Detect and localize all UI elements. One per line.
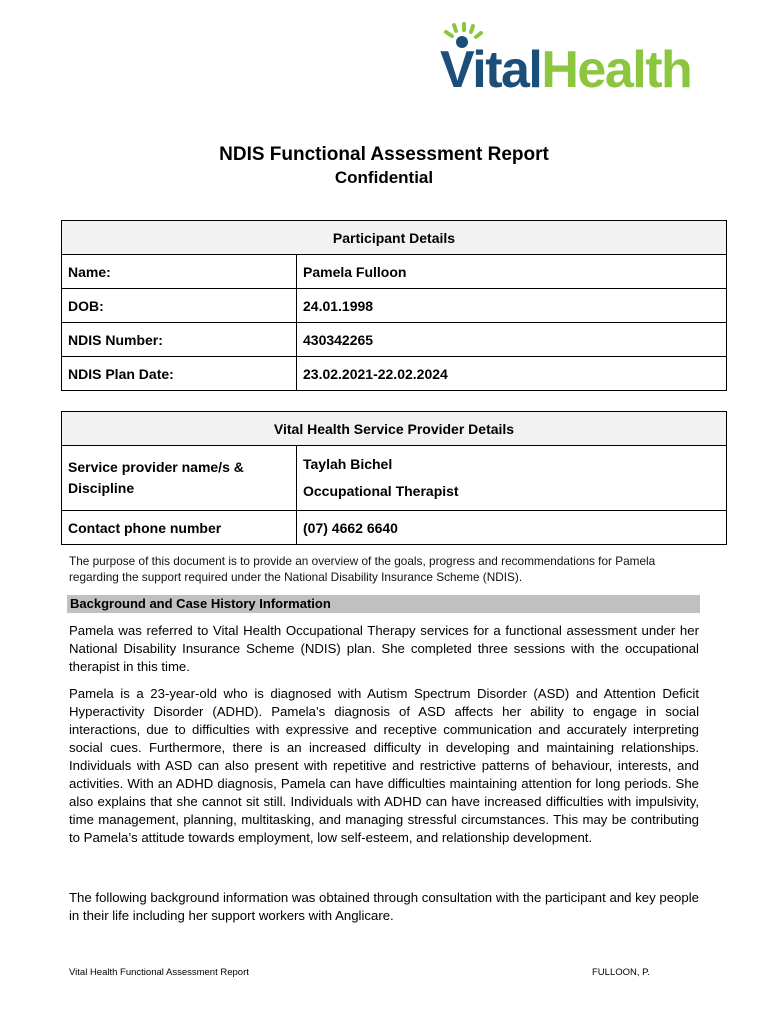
- table-row: [62, 323, 727, 357]
- provider-details-heading: Vital Health Service Provider Details: [62, 412, 727, 446]
- body-paragraph-2: Pamela is a 23-year-old who is diagnosed with Autism Spectrum Disorder (ASD) and Attention Deficit Hyperactivity Disorder (ADHD). Pamela’s diagnosis of ASD affects her ability to engage in social interactions, due to difficulties with expressive and receptive communication and accurately interpreting social cues. Furthermore, there is an increased difficulty in developing and maintaining relationships. Individuals with ASD can also present with repetitive and restrictive patterns of behaviour, interests, and activities. With an ADHD diagnosis, Pamela can have difficulties maintaining attention for long periods. She also explains that she cannot sit still. Individuals with ADHD can have increased difficulties with impulsivity, time management, planning, multitasking, and managing stressful circumstances. This may be contributing to Pamela’s attitude towards employment, low self-esteem, and relationship development.: [69, 686, 699, 845]
- provider-name-value: Taylah Bichel: [303, 456, 393, 472]
- provider-details-table: [61, 411, 727, 545]
- table-row: [62, 511, 727, 545]
- vitalhealth-logo: [440, 22, 722, 110]
- logo-vital: Vital: [440, 41, 542, 99]
- provider-discipline-value: Occupational Therapist: [303, 483, 459, 499]
- table-row: [62, 289, 727, 323]
- footer-report-name: Vital Health Functional Assessment Report: [69, 967, 249, 978]
- ndis-number-label: NDIS Number:: [62, 323, 297, 357]
- table-row: [62, 357, 727, 391]
- intro-paragraph: The purpose of this document is to provide an overview of the goals, progress and recommendations for Pamela regarding the support required under the National Disability Insurance Scheme (NDIS).: [69, 554, 656, 584]
- report-subtitle: Confidential: [334, 168, 434, 187]
- ndis-plan-date-label: NDIS Plan Date:: [62, 357, 297, 391]
- provider-name-cell: [297, 446, 727, 511]
- body-paragraph-3: The following background information was obtained through consultation with the participant and key people in their life including her support workers with Anglicare.: [69, 890, 699, 923]
- logo-health: Health: [541, 41, 692, 99]
- ndis-number-value: 430342265: [297, 323, 727, 357]
- dob-value: 24.01.1998: [297, 289, 727, 323]
- dob-label: DOB:: [62, 289, 297, 323]
- participant-details-table: [61, 220, 727, 391]
- participant-details-heading: Participant Details: [62, 221, 727, 255]
- name-value: Pamela Fulloon: [297, 255, 727, 289]
- provider-name-label: Service provider name/s & Discipline: [62, 446, 297, 511]
- contact-phone-label: Contact phone number: [62, 511, 297, 545]
- name-label: Name:: [62, 255, 297, 289]
- section-heading: Background and Case History Information: [67, 595, 700, 613]
- contact-phone-value: (07) 4662 6640: [297, 511, 727, 545]
- body-paragraph-1: Pamela was referred to Vital Health Occupational Therapy services for a functional assessment under her National Disability Insurance Scheme (NDIS) plan. She completed three sessions with the occupational therapist in this time.: [69, 623, 699, 674]
- footer-participant: FULLOON, P.: [592, 967, 650, 978]
- logo-wordmark: [440, 40, 691, 100]
- ndis-plan-date-value: 23.02.2021-22.02.2024: [297, 357, 727, 391]
- table-row: [62, 446, 727, 511]
- table-row: [62, 255, 727, 289]
- report-title: NDIS Functional Assessment Report: [219, 144, 549, 165]
